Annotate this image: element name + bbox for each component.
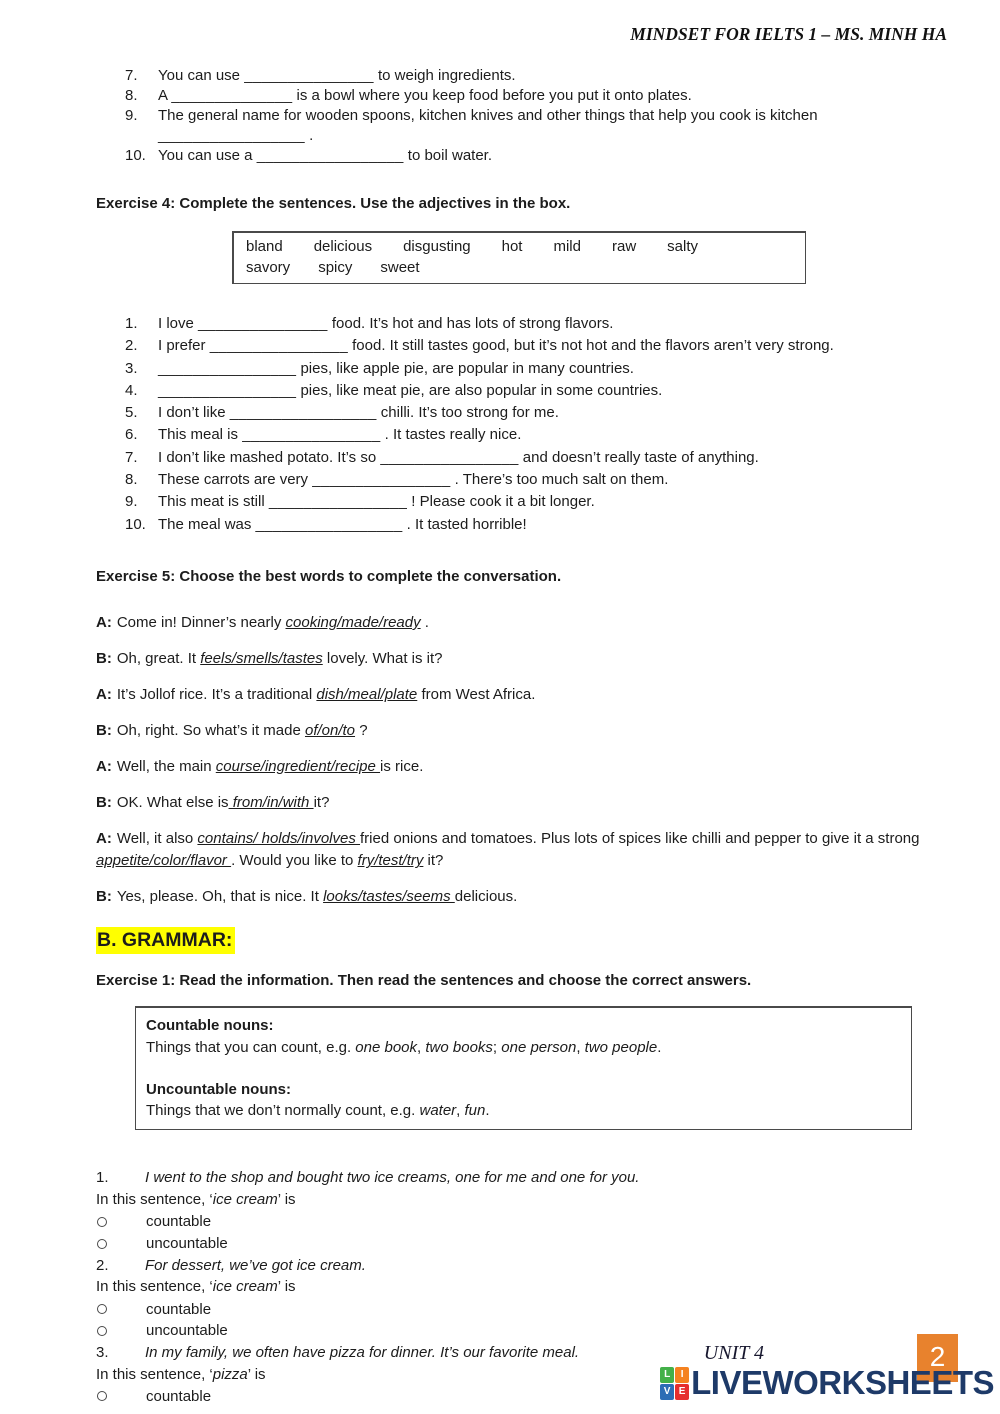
line-text <box>117 794 330 811</box>
item-text <box>158 146 1000 166</box>
speaker-label: B: <box>96 888 112 906</box>
option-label[interactable]: countable <box>146 1300 212 1318</box>
conversation-line <box>96 756 960 779</box>
answer-blank[interactable]: _________________ <box>255 515 403 533</box>
text-segment: water <box>419 1102 457 1120</box>
radio-circle-icon[interactable] <box>97 1239 107 1249</box>
line-text <box>117 686 536 703</box>
line-text <box>117 722 368 739</box>
speaker-label: A: <box>96 757 112 775</box>
text-segment: , <box>456 1102 465 1120</box>
speaker-label: A: <box>96 685 112 703</box>
line-text <box>117 614 429 631</box>
answer-blank[interactable]: ______________ <box>171 87 293 104</box>
answer-blank[interactable]: ________________ <box>312 471 451 489</box>
text-segment: This meat is still <box>158 493 269 511</box>
question-prompt <box>96 1189 1000 1211</box>
exercise5-title: Exercise 5: Choose the best words to complete the conversation. <box>96 567 562 585</box>
text-segment: ’ is <box>277 1278 296 1296</box>
text-segment: In this sentence, ‘ <box>96 1278 213 1296</box>
speaker-label: B: <box>96 649 112 667</box>
conversation-line <box>96 648 960 671</box>
text-segment: food. It’s hot and has lots of strong flavors. <box>327 315 614 332</box>
info-line <box>146 1079 901 1100</box>
text-segment: to boil water. <box>403 147 493 164</box>
adjective-word[interactable]: sweet <box>380 259 420 276</box>
list-item <box>0 313 1000 335</box>
text-segment: In my family, we often have pizza for dinner. It’s our favorite meal. <box>145 1343 580 1361</box>
info-line <box>146 1037 901 1058</box>
text-segment: For dessert, we’ve got ice cream. <box>145 1256 366 1274</box>
question-sentence <box>145 1255 366 1277</box>
list-item <box>0 380 1000 402</box>
option-label[interactable]: countable <box>146 1213 212 1231</box>
text-segment: lovely. What is it? <box>322 649 443 667</box>
conversation <box>96 612 960 909</box>
text-segment: This meal is <box>158 426 243 444</box>
choice-options[interactable]: looks/tastes/seems <box>323 888 455 906</box>
liveworksheets-logo <box>660 1365 994 1401</box>
text-segment: , <box>417 1038 426 1056</box>
logo-square-v: V <box>660 1384 674 1400</box>
text-segment: . <box>657 1038 662 1056</box>
text-segment: Well, the main <box>116 757 216 775</box>
question-sentence <box>145 1167 639 1189</box>
exercise4-title: Exercise 4: Complete the sentences. Use the adjectives in the box. <box>96 195 571 212</box>
conversation-line <box>96 886 960 909</box>
item-text <box>158 126 1000 146</box>
speaker-label: A: <box>96 829 112 847</box>
conversation-line <box>96 684 960 707</box>
exercise1-title: Exercise 1: Read the information. Then read the sentences and choose the correct answers. <box>96 972 752 990</box>
list-item <box>0 447 1000 469</box>
answer-blank[interactable]: _________________ <box>256 147 404 164</box>
text-segment: . There’s too much salt on them. <box>450 471 669 489</box>
text-segment: . <box>420 613 429 631</box>
text-segment: one book <box>355 1038 418 1056</box>
text-segment: OK. What else is <box>116 793 229 811</box>
text-segment: I love <box>158 315 199 332</box>
text-segment: I don’t like <box>158 404 230 422</box>
text-segment: A <box>158 87 172 104</box>
text-segment: is a bowl where you keep food before you put it onto plates. <box>292 87 692 104</box>
answer-blank[interactable]: _________________ <box>229 404 377 422</box>
question-number: 2. <box>96 1256 109 1274</box>
text-segment: Well, it also <box>116 829 198 847</box>
text-segment: . <box>304 127 314 144</box>
logo-square-l: L <box>660 1367 674 1383</box>
radio-circle-icon[interactable] <box>97 1391 107 1401</box>
answer-blank[interactable]: _________________ <box>158 127 305 144</box>
text-segment: two people <box>584 1038 658 1056</box>
answer-blank[interactable]: ________________ <box>158 381 297 399</box>
text-segment: it? <box>313 793 330 811</box>
item-number: 6. <box>125 426 138 444</box>
grammar-info-box <box>135 1006 912 1130</box>
list-item <box>0 424 1000 446</box>
answer-blank[interactable]: ________________ <box>209 337 348 355</box>
item-number: 4. <box>125 381 138 399</box>
list-item <box>0 491 1000 513</box>
list-item <box>0 469 1000 491</box>
item-text <box>158 358 1000 380</box>
item-number: 8. <box>125 471 138 489</box>
list-item <box>0 146 1000 166</box>
speaker-label: B: <box>96 721 112 739</box>
exercise4-items <box>0 313 1000 536</box>
text-segment: pies, like apple pie, are popular in many countries. <box>296 359 634 377</box>
text-segment: . It tastes really nice. <box>380 426 522 444</box>
question-sentence <box>145 1342 579 1364</box>
text-segment: Countable nouns: <box>146 1017 274 1035</box>
bullet-cell <box>97 1239 146 1249</box>
text-segment: it? <box>423 852 444 870</box>
line-text <box>96 830 920 870</box>
adjective-word[interactable]: salty <box>667 238 699 255</box>
radio-circle-icon[interactable] <box>97 1326 107 1336</box>
logo-wordmark: LIVEWORKSHEETS <box>691 1364 994 1401</box>
text-segment: ; <box>492 1038 502 1056</box>
text-segment: ice cream <box>212 1191 278 1209</box>
list-item <box>0 86 1000 106</box>
line-text <box>117 888 518 905</box>
option-label[interactable]: uncountable <box>146 1235 228 1253</box>
item-text <box>158 491 1000 513</box>
adjective-word[interactable]: disgusting <box>403 238 471 255</box>
speaker-label: B: <box>96 793 112 811</box>
conversation-line <box>96 612 960 635</box>
item-text <box>158 86 1000 106</box>
adjective-word[interactable]: raw <box>612 238 637 255</box>
logo-square-i: I <box>675 1367 689 1383</box>
text-segment: Oh, right. So what’s it made <box>116 721 305 739</box>
item-number: 3. <box>125 359 138 377</box>
bullet-cell <box>97 1391 146 1401</box>
page-number-badge: 2 <box>917 1334 958 1382</box>
text-segment: ! Please cook it a bit longer. <box>407 493 595 511</box>
info-line <box>146 1100 901 1121</box>
list-item <box>0 106 1000 126</box>
item-text <box>158 469 1000 491</box>
text-segment: chilli. It’s too strong for me. <box>376 404 559 422</box>
adjective-word[interactable]: bland <box>246 238 283 255</box>
text-segment: food. It still tastes good, but it’s not hot and the flavors aren’t very strong. <box>347 337 834 355</box>
answer-blank[interactable]: _______________ <box>198 315 328 332</box>
text-segment: , <box>576 1038 585 1056</box>
text-segment: In this sentence, ‘ <box>96 1191 213 1209</box>
question-prompt <box>96 1276 1000 1298</box>
text-segment: two books <box>425 1038 493 1056</box>
item-text <box>158 106 1000 126</box>
vocabulary-fill-list <box>0 66 1000 166</box>
radio-option-countable[interactable] <box>0 1298 1000 1320</box>
conversation-line <box>96 720 960 743</box>
choice-options[interactable]: appetite/color/flavor <box>96 852 232 870</box>
answer-blank[interactable]: ________________ <box>158 359 297 377</box>
text-segment: I don’t like mashed potato. It’s so <box>158 448 381 466</box>
list-item <box>0 402 1000 424</box>
text-segment: from West Africa. <box>417 685 536 703</box>
liveworksheets-grid-icon <box>660 1367 689 1400</box>
item-text <box>158 313 1000 335</box>
choice-options[interactable]: contains/ holds/involves <box>197 829 361 847</box>
answer-blank[interactable]: ________________ <box>268 493 408 511</box>
item-number: 9. <box>125 493 138 511</box>
item-text <box>158 402 1000 424</box>
item-number: 1. <box>125 315 138 332</box>
radio-option-countable[interactable] <box>0 1211 1000 1233</box>
question-sentence-row <box>0 1167 1000 1189</box>
item-number: 8. <box>125 87 138 104</box>
info-line <box>146 1015 901 1036</box>
text-segment: You can use a <box>158 147 257 164</box>
text-segment: These carrots are very <box>158 471 313 489</box>
page-content <box>0 66 1000 1407</box>
adjective-word[interactable]: hot <box>501 238 523 255</box>
text-segment: ? <box>355 721 368 739</box>
choice-options[interactable]: dish/meal/plate <box>316 685 418 703</box>
text-segment: Come in! Dinner’s nearly <box>116 613 286 631</box>
item-text <box>158 380 1000 402</box>
text-segment: fried onions and tomatoes. Plus lots of spices like chilli and pepper to give it a strong <box>360 829 920 847</box>
adjective-word-box <box>232 231 806 284</box>
option-label[interactable]: countable <box>146 1387 212 1405</box>
text-segment: Things that we don’t normally count, e.g. <box>146 1102 420 1120</box>
item-number: 2. <box>125 337 138 355</box>
choice-options[interactable]: fry/test/try <box>357 852 424 870</box>
line-text <box>117 758 424 775</box>
text-segment: ’ is <box>277 1191 296 1209</box>
conversation-line <box>96 792 960 815</box>
choice-options[interactable]: from/in/with <box>228 793 314 811</box>
text-segment: You can use <box>158 67 245 84</box>
list-item <box>0 358 1000 380</box>
text-segment: pies, like meat pie, are also popular in some countries. <box>296 381 663 399</box>
adjective-word[interactable]: delicious <box>313 238 373 255</box>
adjective-word[interactable]: spicy <box>318 259 353 276</box>
bullet-cell <box>97 1326 146 1336</box>
text-segment: is rice. <box>380 757 424 775</box>
text-segment: Uncountable nouns: <box>146 1081 291 1099</box>
document-title: MINDSET FOR IELTS 1 – MS. MINH HA <box>630 24 947 44</box>
text-segment: I went to the shop and bought two ice creams, one for me and one for you. <box>145 1169 640 1187</box>
question-number: 1. <box>96 1169 109 1187</box>
text-segment: fun <box>464 1102 486 1120</box>
logo-square-e: E <box>675 1384 689 1400</box>
choice-options[interactable]: feels/smells/tastes <box>200 649 323 667</box>
list-item <box>0 66 1000 86</box>
text-segment: Oh, great. It <box>116 649 201 667</box>
item-number: 10. <box>125 147 146 164</box>
text-segment: . It tasted horrible! <box>402 515 527 533</box>
item-text <box>158 447 1000 469</box>
speaker-label: A: <box>96 613 112 631</box>
text-segment: ’ is <box>247 1365 266 1383</box>
unit-label: UNIT 4 <box>703 1342 764 1364</box>
item-number: 9. <box>125 107 138 124</box>
question-sentence-row <box>0 1255 1000 1277</box>
choice-options[interactable]: cooking/made/ready <box>285 613 421 631</box>
bullet-cell <box>97 1304 146 1314</box>
adjective-word[interactable]: mild <box>553 238 581 255</box>
item-number: 10. <box>125 515 146 533</box>
question-number: 3. <box>96 1343 109 1361</box>
radio-option-uncountable[interactable] <box>0 1233 1000 1255</box>
answer-blank[interactable]: ________________ <box>242 426 381 444</box>
answer-blank[interactable]: _______________ <box>244 67 374 84</box>
choice-options[interactable]: of/on/to <box>304 721 356 739</box>
text-segment: delicious. <box>454 888 518 906</box>
item-number: 7. <box>125 67 138 84</box>
bullet-cell <box>97 1217 146 1227</box>
word-box-row <box>246 257 805 278</box>
text-segment: . <box>485 1102 490 1120</box>
text-segment: Things that you can count, e.g. <box>146 1038 356 1056</box>
radio-circle-icon[interactable] <box>97 1304 107 1314</box>
text-segment: . Would you like to <box>231 852 358 870</box>
item-number: 5. <box>125 404 138 422</box>
list-item <box>0 514 1000 536</box>
choice-options[interactable]: course/ingredient/recipe <box>215 757 381 775</box>
text-segment: ice cream <box>212 1278 278 1296</box>
text-segment: and doesn’t really taste of anything. <box>518 448 759 466</box>
list-item-continuation <box>0 126 1000 146</box>
info-line-spacer <box>146 1058 901 1079</box>
grammar-section-heading-row <box>0 922 1000 954</box>
item-text <box>158 424 1000 446</box>
text-segment: Yes, please. Oh, that is nice. It <box>116 888 324 906</box>
list-item <box>0 335 1000 357</box>
line-text <box>117 650 443 667</box>
conversation-line <box>96 828 960 873</box>
section-heading: B. GRAMMAR: <box>96 927 235 954</box>
text-segment: It’s Jollof rice. It’s a traditional <box>116 685 317 703</box>
text-segment: The meal was <box>158 515 256 533</box>
text-segment: pizza <box>212 1365 248 1383</box>
radio-circle-icon[interactable] <box>97 1217 107 1227</box>
text-segment: one person <box>501 1038 577 1056</box>
item-text <box>158 66 1000 86</box>
page-footer <box>663 1334 994 1406</box>
item-number: 7. <box>125 448 138 466</box>
item-text <box>158 335 1000 357</box>
adjective-word[interactable]: savory <box>246 259 291 276</box>
answer-blank[interactable]: ________________ <box>380 448 519 466</box>
text-segment: The general name for wooden spoons, kitchen knives and other things that help you cook is kitchen <box>158 107 818 124</box>
text-segment: to weigh ingredients. <box>373 67 516 84</box>
option-label[interactable]: uncountable <box>146 1322 228 1340</box>
item-text <box>158 514 1000 536</box>
text-segment: In this sentence, ‘ <box>96 1365 213 1383</box>
word-box-row <box>246 236 805 257</box>
text-segment: I prefer <box>158 337 210 355</box>
